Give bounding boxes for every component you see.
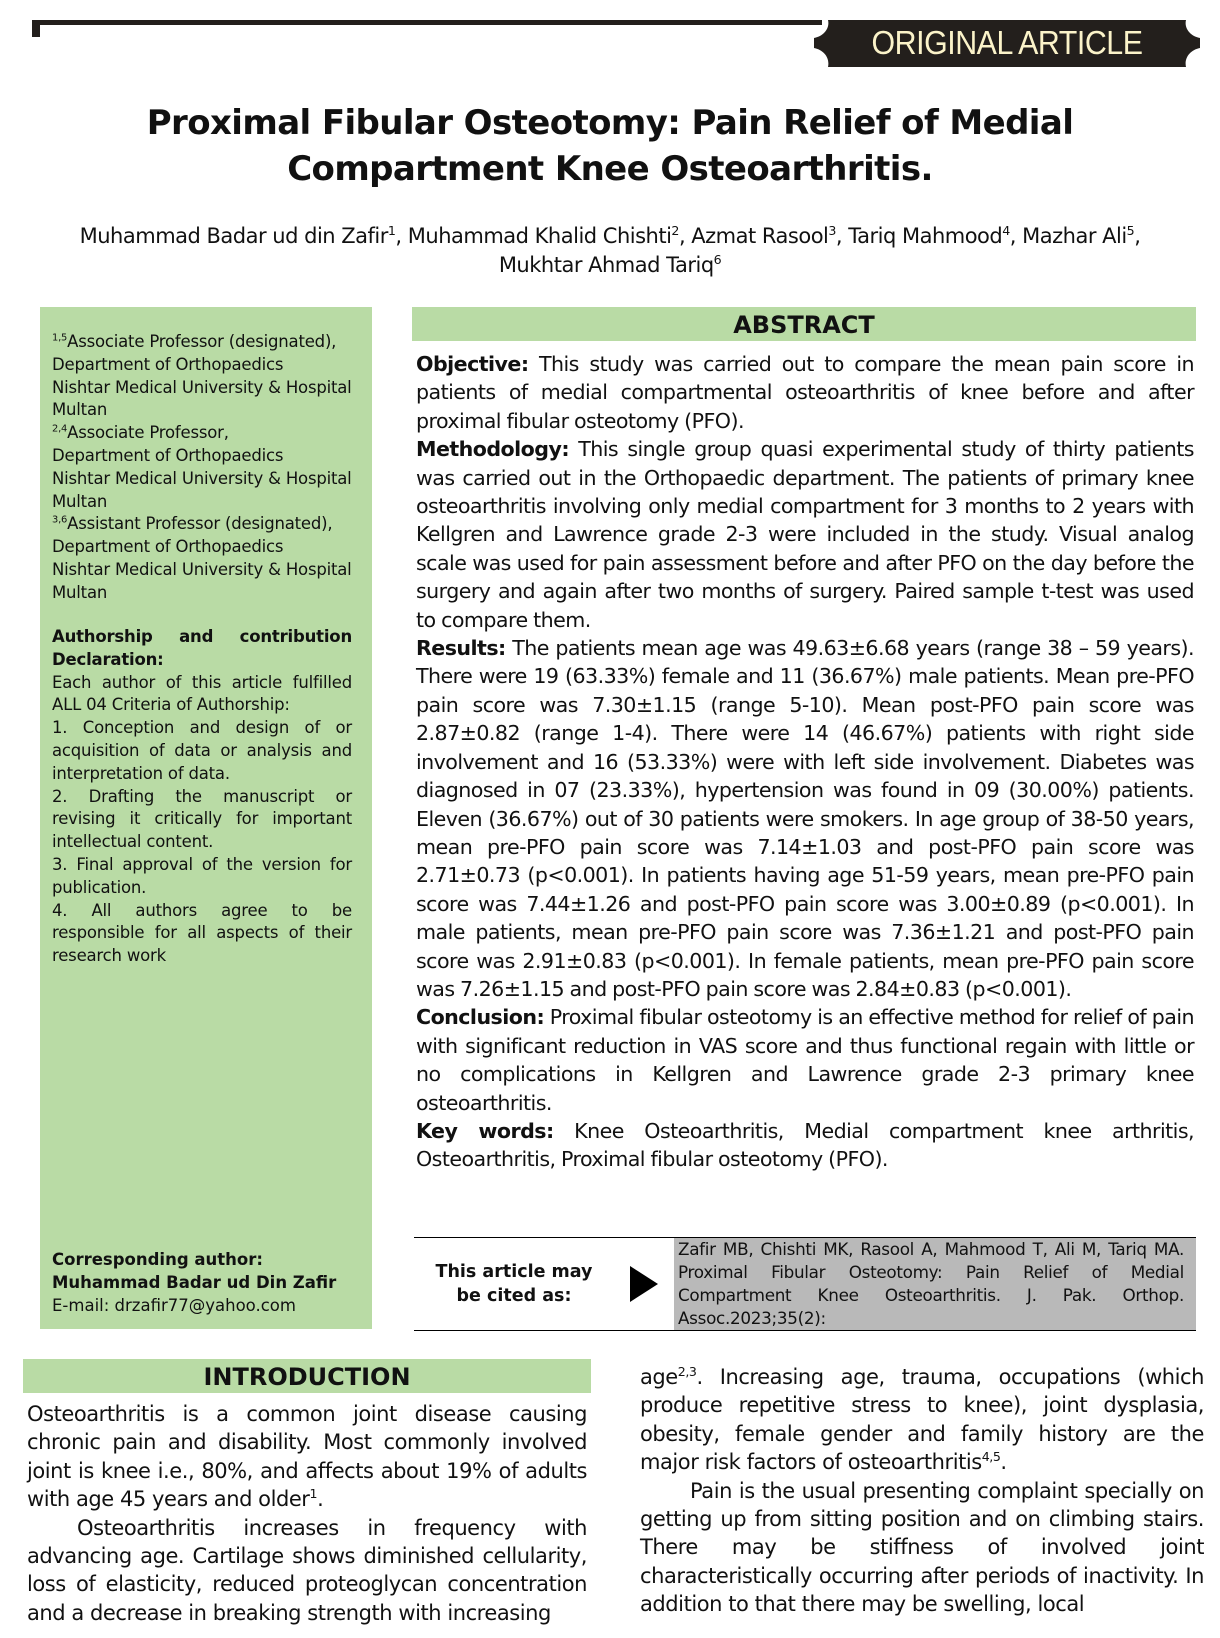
abstract-conclusion: Conclusion: Proximal fibular osteotomy is an effective method for relief of pain with significant reduction in VAS score and thus functional regain with little or no complications in Kellgren and Lawrence grade 2-3 primary knee osteoarthritis.	[416, 1005, 1194, 1115]
author: Muhammad Badar ud din Zafir$^1$,	[79, 223, 408, 248]
play-arrow-icon	[630, 1266, 658, 1302]
intro-paragraph: age$^{2,3}$. Increasing age, trauma, occupations (which produce repetitive stress to knee), joint dysplasia, obesity, female gender and family history are the major risk factors of osteoarthritis$^{4,5}$.	[640, 1364, 1204, 1475]
corresponding-label: Corresponding author:	[52, 1250, 263, 1269]
citation-text-panel	[612, 1238, 1196, 1330]
intro-paragraph: Osteoarthritis increases in frequency with advancing age. Cartilage shows diminished cellularity, loss of elasticity, reduced proteoglycan concentration and a decrease in breaking strength with increasing	[27, 1515, 587, 1625]
corresponding-name: Muhammad Badar ud Din Zafir	[52, 1272, 337, 1292]
author: Muhammad Khalid Chishti$^2$,	[407, 223, 692, 248]
declaration-heading: Authorship and contribution Declaration:	[52, 627, 352, 669]
abstract-objective: Objective: This study was carried out to compare the mean pain score in patients of medial compartmental osteoarthritis of knee before and after proximal fibular osteotomy (PFO).	[416, 352, 1194, 433]
intro-paragraph: Pain is the usual presenting complaint specially on getting up from sitting position and on climbing stairs. There may be stiffness of involved joint characteristically occurring after periods of inactivity. In addition to that there may be swelling, local	[640, 1478, 1204, 1617]
abstract-results: Results: The patients mean age was 49.63±6.68 years (range 38 – 59 years). There were 19 (63.33%) female and 11 (36.67%) male patients. Mean pre-PFO pain score was 7.30±1.15 (range 5-10). Mean post-PFO pain score was 2.87±0.82 (range 1-4). There were 14 (46.67%) patients with right side involvement and 16 (53.33%) were with left side involvement. Diabetes was diagnosed in 07 (23.33%), hypertension was found in 09 (30.00%) patients. Eleven (36.67%) out of 30 patients were smokers. In age group of 38-50 years, mean pre-PFO pain score was 7.14±1.03 and post-PFO pain score was 2.71±0.73 (p<0.001). In patients having age 51-59 years, mean pre-PFO pain score was 7.44±1.26 and post-PFO pain score was 3.00±0.89 (p<0.001). In male patients, mean pre-PFO pain score was 7.36±1.21 and post-PFO pain score was 2.91±0.83 (p<0.001). In female patients, mean pre-PFO pain score was 7.26±1.15 and post-PFO pain score was 2.84±0.83 (p<0.001).	[416, 636, 1194, 1001]
citation-box	[414, 1237, 1196, 1331]
abstract-methodology: Methodology: This single group quasi experimental study of thirty patients was carried out in the Orthopaedic department. The patients of primary knee osteoarthritis involving only medial compartment for 3 months to 2 years with Kellgren and Lawrence grade 2-3 were included in the study. Visual analog scale was used for pain assessment before and after PFO on the day before the surgery and again after two months of surgery. Paired sample t-test was used to compare them.	[416, 437, 1194, 632]
header-rule-tick	[32, 20, 40, 37]
declaration-item: 4. All authors agree to be responsible for all aspects of their research work	[52, 900, 352, 966]
citation-label: This article may be cited as:	[435, 1262, 593, 1306]
declaration-item: 1. Conception and design of or acquisition of data or analysis and interpretation of data.	[52, 718, 352, 783]
author: Tariq Mahmood$^4$,	[848, 223, 1023, 248]
intro-paragraph: Osteoarthritis is a common joint disease causing chronic pain and disability. Most commonly involved joint is knee i.e., 80%, and affects about 19% of adults with age 45 years and older$^1$.	[27, 1402, 587, 1512]
declaration-intro: Each author of this article fulfilled ALL 04 Criteria of Authorship:	[52, 672, 352, 715]
declaration-item: 3. Final approval of the version for publication.	[52, 854, 352, 897]
affiliation: $^{3,6}$Assistant Professor (designated), Department of Orthopaedics Nishtar Medical University & Hospital Multan	[52, 514, 352, 602]
author: Azmat Rasool$^3$,	[691, 223, 849, 248]
authorship-declaration	[52, 626, 352, 968]
introduction-column-left	[27, 1400, 587, 1627]
corresponding-email[interactable]: E-mail: drzafir77@yahoo.com	[52, 1295, 296, 1315]
affiliation: $^{2,4}$Associate Professor, Department of Orthopaedics Nishtar Medical University & Hospital Multan	[52, 423, 352, 511]
declaration-item: 2. Drafting the manuscript or revising it critically for important intellectual content.	[52, 786, 352, 852]
badge-label: ORIGINAL ARTICLE	[871, 24, 1143, 61]
affiliations	[52, 331, 352, 605]
author: Mukhtar Ahmad Tariq$^6$	[498, 252, 722, 277]
title-line-2: Compartment Knee Osteoarthritis.	[287, 149, 933, 189]
introduction-heading: INTRODUCTION	[23, 1359, 591, 1393]
affiliation: $^{1,5}$Associate Professor (designated), Department of Orthopaedics Nishtar Medical University & Hospital Multan	[52, 332, 352, 420]
abstract-keywords: Key words: Knee Osteoarthritis, Medial compartment knee arthritis, Osteoarthritis, Proximal fibular osteotomy (PFO).	[416, 1118, 1194, 1172]
author: Mazhar Ali$^5$,	[1022, 223, 1141, 248]
abstract-body	[416, 350, 1194, 1174]
article-type-badge	[814, 20, 1200, 67]
corresponding-author	[52, 1249, 362, 1317]
title-line-1: Proximal Fibular Osteotomy: Pain Relief of Medial	[146, 103, 1074, 143]
abstract-heading: ABSTRACT	[412, 307, 1196, 341]
header-rule	[32, 20, 822, 25]
author-list	[40, 222, 1180, 280]
article-title	[60, 100, 1160, 192]
citation-text: Zafir MB, Chishti MK, Rasool A, Mahmood T, Ali M, Tariq MA. Proximal Fibular Osteotomy: Pain Relief of Medial Compartment Knee Osteoarthritis. J. Pak. Orthop. Assoc.2023;35(2):	[678, 1239, 1184, 1328]
introduction-column-right	[640, 1363, 1204, 1619]
